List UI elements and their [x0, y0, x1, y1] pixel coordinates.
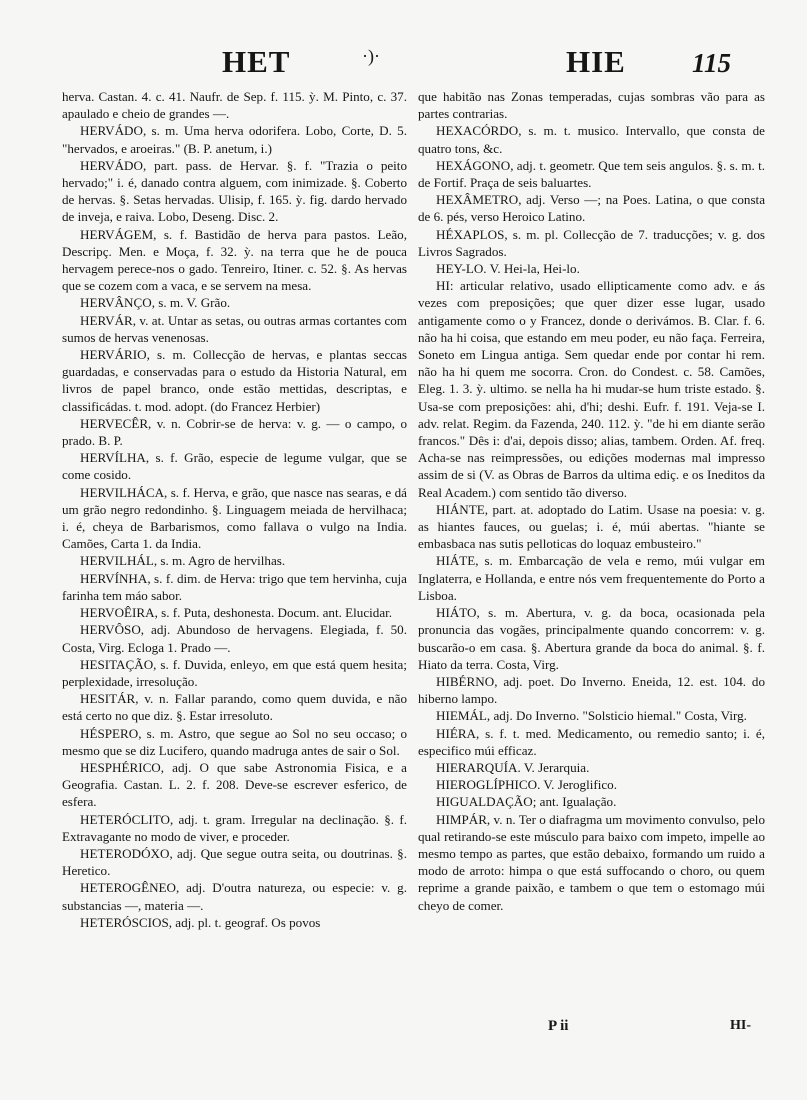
- entry: HÉXAPLOS, s. m. pl. Collecção de 7. traducções; v. g. dos Livros Sagrados.: [418, 226, 765, 259]
- right-column: [418, 88, 765, 914]
- entry: HIERARQUÍA. V. Jerarquia.: [436, 759, 590, 775]
- entry: que habitão nas Zonas temperadas, cujas sombras vão para as partes contrarias.: [418, 89, 765, 122]
- entry: HIÉRA, s. f. t. med. Medicamento, ou remedio santo; i. é, especifico múi efficaz.: [418, 725, 765, 758]
- entry: HERVÁR, v. at. Untar as setas, ou outras armas cortantes com sumos de hervas venenosas.: [62, 312, 407, 345]
- entry: HESITÁR, v. n. Fallar parando, como quem duvida, e não está certo no que diz. §. Estar irresoluto.: [62, 691, 407, 724]
- entry: HERVILHÁL, s. m. Agro de hervilhas.: [80, 553, 286, 569]
- left-column: [62, 88, 407, 931]
- entry: HI: articular relativo, usado ellipticamente como adv. e ás vezes com preposições; que quer dizer esse lugar, usado antigamente como o y Francez, donde o derivámos. B. Clar. f. 6. não ha hi coisa, que estando em meu poder, eu não faça. Ferreira, Soneto em Lingua antiga. Sem quedar ende por contar hi rem. não ha hi quem me socorra. Cron. do Condest. c. 58. Camões, Eleg. 1. 3. ỳ. ultimo. se nella ha hi mudar-se hum triste estado. §. Usa-se com preposições: ahi, d'hi; deshi. Eufr. f. 191. Veja-se I. adv. relat. Regim. da Fazenda, 240. 112. ỳ. "de hi em diante serão francos." Dês i: d'ai, depois disso; alias, tambem. Orden. Af. freq. Acha-se nas reimpressões, ou edições modernas mal impresso assim de si (V. as Obras de Barros da ultima ediç. e os Ineditos da Real Academ.) com sentido tão diverso.: [418, 278, 765, 500]
- entry: HETEROGÊNEO, adj. D'outra natureza, ou especie: v. g. substancias —, materia —.: [62, 880, 407, 913]
- signature-mark: P ii: [548, 1018, 569, 1034]
- page-footer: [0, 1018, 807, 1042]
- entry: HESITAÇÃO, s. f. Duvida, enleyo, em que está quem hesita; perplexidade, irresolução.: [62, 656, 407, 689]
- running-header: [0, 44, 807, 84]
- entry: HERVÁRIO, s. m. Collecção de hervas, e plantas seccas guardadas, e conservadas para o estudo da Historia Natural, em livros de papel branco, onde estão mettidas, descriptas, e classificádas. t. mod. adopt. (do Francez Herbier): [62, 347, 407, 414]
- entry: HERVÂNÇO, s. m. V. Grão.: [80, 295, 231, 311]
- entry: HEXÁGONO, adj. t. geometr. Que tem seis angulos. §. s. m. t. de Fortif. Praça de seis baluartes.: [418, 157, 765, 191]
- entry: HIÁNTE, part. at. adoptado do Latim. Usase na poesia: v. g. as hiantes fauces, ou guelas; i. é, múi abertas. "hiante se embasbaca nas sutis pelloticas do loquaz embusteiro.": [418, 501, 765, 552]
- entry: HERVÁDO, s. m. Uma herva odorifera. Lobo, Corte, D. 5. "hervados, e aroeiras." (B. P. anetum, i.): [62, 123, 407, 156]
- header-center-mark: ·)·: [362, 46, 380, 66]
- entry: HIMPÁR, v. n. Ter o diafragma um movimento convulso, pelo qual retirando-se este músculo para baixo com impeto, impelle ao mesmo tempo as partes, que estão debaixo, formando um ruido a modo de arroto: himpa o que está suffocando o choro, ou quem reprime a grande paixão, e tambem o que tem o estomago múi cheyo de comer.: [418, 811, 765, 913]
- entry: HEXACÓRDO, s. m. t. musico. Intervallo, que consta de quatro tons, &c.: [418, 123, 765, 156]
- entry: HERVÍNHA, s. f. dim. de Herva: trigo que tem hervinha, cuja farinha tem máo sabor.: [62, 570, 407, 603]
- entry: HEXÂMETRO, adj. Verso —; na Poes. Latina, o que consta de 6. pés, verso Heroico Latino.: [418, 192, 765, 225]
- entry: HIEROGLÍPHICO. V. Jeroglifico.: [436, 777, 617, 793]
- entry: HETERÓCLITO, adj. t. gram. Irregular na declinação. §. f. Extravagante no modo de viver, e proceder.: [62, 811, 407, 844]
- entry: HERVILHÁCA, s. f. Herva, e grão, que nasce nas searas, e dá um grão negro redondinho. §. Linguagem meiada de hervilhaca; i. é, cheya de Barbarismos, como fallava o vulgo na India. Camões, Carta 1. da India.: [62, 484, 407, 552]
- entry: herva. Castan. 4. c. 41. Naufr. de Sep. f. 115. ỳ. M. Pinto, c. 37. apaulado e cheio de grandes —.: [62, 89, 407, 122]
- entry: HERVÔSO, adj. Abundoso de hervagens. Elegiada, f. 50. Costa, Virg. Ecloga 1. Prado —.: [62, 622, 407, 655]
- entry: HERVÁGEM, s. f. Bastidão de herva para pastos. Leão, Descripç. Men. e Moça, f. 32. ỳ. na terra que he de pouca hervagem perece-nos o gado. Tenreiro, Itiner. c. 52. §. As hervas que se cozem com a vaca, e se servem na mesa.: [62, 226, 407, 294]
- header-right-word: HIE: [566, 44, 626, 79]
- entry: HERVECÊR, v. n. Cobrir-se de herva: v. g. — o campo, o prado. B. P.: [62, 415, 407, 449]
- entry: HIBÉRNO, adj. poet. Do Inverno. Eneida, 12. est. 104. do hiberno lampo.: [418, 673, 765, 707]
- entry: HETERÓSCIOS, adj. pl. t. geograf. Os povos: [80, 914, 321, 930]
- header-left-word: HET: [222, 44, 291, 79]
- entry: HIGUALDAÇÃO; ant. Igualação.: [436, 794, 617, 810]
- entry: HERVÍLHA, s. f. Grão, especie de legume vulgar, que se come cosido.: [62, 450, 407, 483]
- entry: HIÁTO, s. m. Abertura, v. g. da boca, ocasionada pela pronuncia das vogães, principalmente quando concorrem: v. g. buscarão-o em casa. §. Abertura grande da boca do animal. §. f. Hiato da terra. Costa, Virg.: [418, 605, 765, 672]
- entry: HERVÁDO, part. pass. de Hervar. §. f. "Trazia o peito hervado;" i. é, danado contra alguem, com inimizade. §. Coberto de hervas. §. Setas hervadas. Ulisip, f. 165. ỳ. fig. dardo hervado de inveja, e raiva. Lobo, Deseng. Disc. 2.: [62, 157, 407, 225]
- page-number: 115: [692, 48, 732, 78]
- entry: HERVOÊIRA, s. f. Puta, deshonesta. Docum. ant. Elucidar.: [80, 605, 393, 621]
- entry: HETERODÓXO, adj. Que segue outra seita, ou doutrinas. §. Heretico.: [62, 845, 407, 879]
- entry: HÉSPERO, s. m. Astro, que segue ao Sol no seu occaso; o mesmo que se diz Lucifero, quando madruga antes de sair o Sol.: [62, 725, 407, 758]
- entry: HIÁTE, s. m. Embarcação de vela e remo, múi vulgar em Inglaterra, e Hollanda, e entre nós vem frequentemente do Porto a Lisboa.: [418, 553, 765, 603]
- catchword: HI-: [730, 1018, 751, 1033]
- entry: HEY-LO. V. Hei-la, Hei-lo.: [436, 261, 580, 277]
- entry: HIEMÁL, adj. Do Inverno. "Solsticio hiemal." Costa, Virg.: [436, 708, 747, 724]
- entry: HESPHÉRICO, adj. O que sabe Astronomia Fisica, e a Geografia. Castan. L. 2. f. 208. Deve-se escrever esferico, de esfera.: [62, 759, 407, 810]
